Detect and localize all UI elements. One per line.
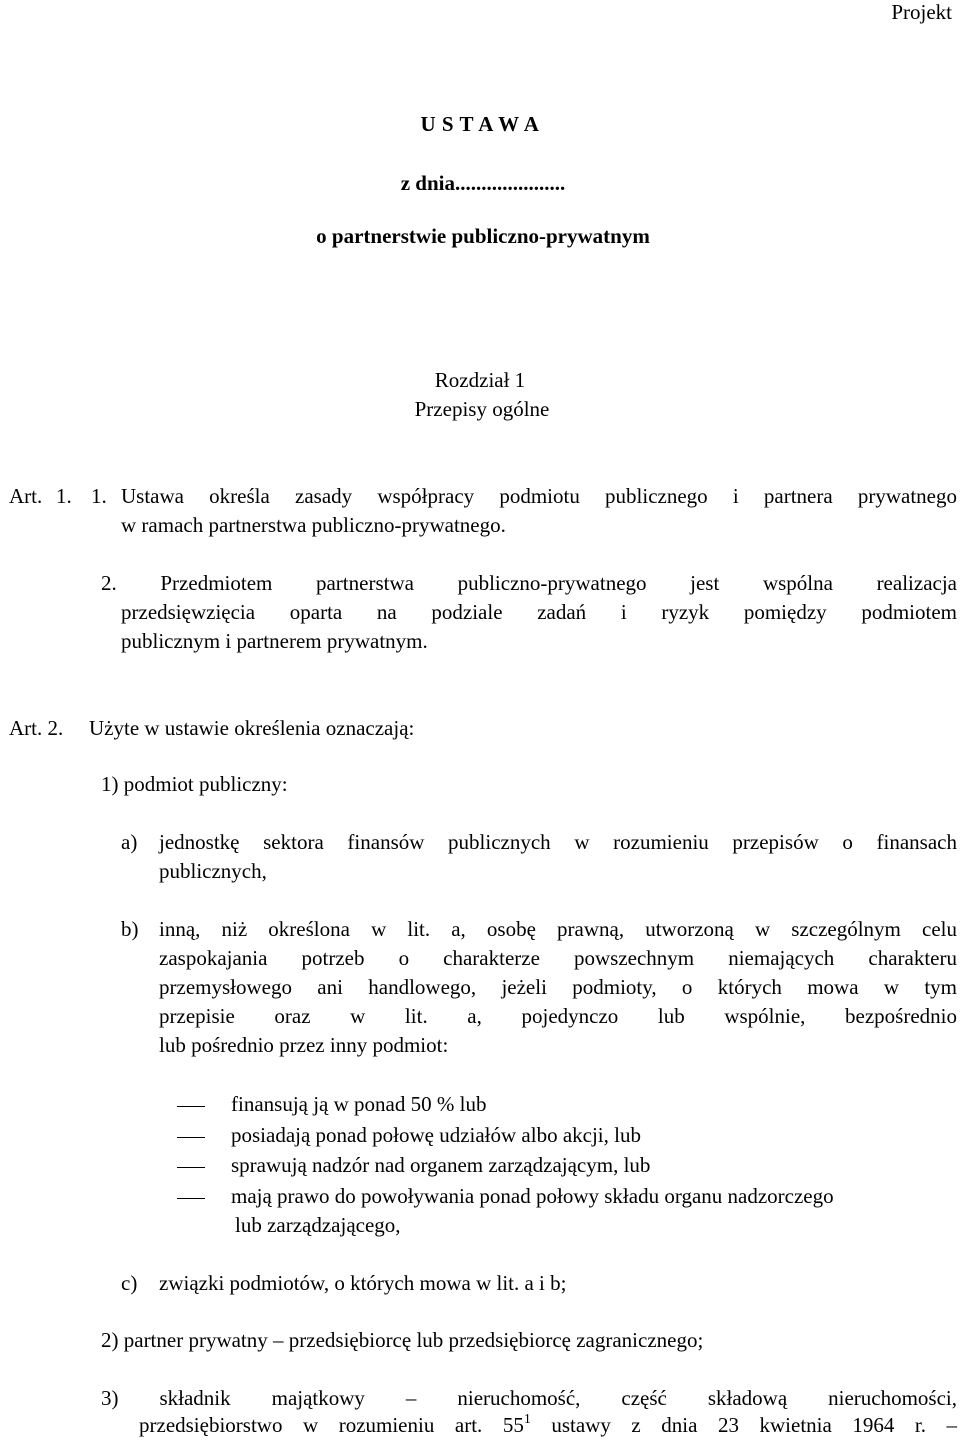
art2-item1a-line1: jednostkę sektora finansów publicznych w rozumieniu przepisów o finansach bbox=[159, 830, 957, 854]
art1-p2-line1: 2. Przedmiotem partnerstwa publiczno-prywatnego jest wspólna realizacja bbox=[101, 571, 957, 595]
art1-label: Art. bbox=[9, 484, 43, 508]
art1-p2-line3: publicznym i partnerem prywatnym. bbox=[121, 629, 428, 653]
art2-label: Art. 2. bbox=[9, 716, 64, 740]
art2-item1a-label: a) bbox=[121, 830, 138, 854]
dash-marker bbox=[177, 1106, 205, 1107]
art2-intro: Użyte w ustawie określenia oznaczają: bbox=[89, 716, 415, 740]
act-title: U S T A W A bbox=[420, 112, 540, 136]
art2-item1b-line5: lub pośrednio przez inny podmiot: bbox=[159, 1033, 449, 1057]
dash-item: finansują ją w ponad 50 % lub bbox=[231, 1092, 487, 1116]
art2-item1b-line1: inną, niż określona w lit. a, osobę prawną, utworzoną w szczególnym celu bbox=[159, 917, 957, 941]
chapter-number: Rozdział 1 bbox=[434, 368, 526, 392]
dash-item: mają prawo do powoływania ponad połowy składu organu nadzorczego bbox=[231, 1184, 834, 1208]
art1-p2-line2: przedsięwzięcia oparta na podziale zadań i ryzyk pomiędzy podmiotem bbox=[121, 600, 957, 624]
act-date: z dnia..................... bbox=[400, 171, 566, 195]
art2-item1b-line2: zaspokajania potrzeb o charakterze powszechnym niemających charakteru bbox=[159, 946, 957, 970]
art2-item3-line1: 3) składnik majątkowy – nieruchomość, część składową nieruchomości, bbox=[101, 1386, 957, 1410]
dash-marker bbox=[177, 1167, 205, 1168]
art2-item3-line2-post: ustawy z dnia 23 kwietnia 1964 r. – bbox=[551, 1413, 958, 1437]
art1-p1-number: 1. bbox=[91, 484, 107, 508]
art2-item1b-label: b) bbox=[121, 917, 139, 941]
art2-item1a-line2: publicznych, bbox=[159, 859, 267, 883]
dash-item-continuation: lub zarządzającego, bbox=[235, 1213, 401, 1237]
art2-item1b-line4: przepisie oraz w lit. a, pojedynczo lub wspólnie, bezpośrednio bbox=[159, 1004, 957, 1028]
art2-item1c-label: c) bbox=[121, 1271, 138, 1295]
art2-item1: 1) podmiot publiczny: bbox=[101, 772, 288, 796]
dash-marker bbox=[177, 1198, 205, 1199]
art2-item3-line2 bbox=[139, 1413, 957, 1438]
art1-p1-line2: w ramach partnerstwa publiczno-prywatnego. bbox=[121, 513, 506, 537]
art2-item1c-text: związki podmiotów, o których mowa w lit. a i b; bbox=[159, 1271, 567, 1295]
draft-label: Projekt bbox=[891, 0, 952, 24]
art1-number: 1. bbox=[56, 484, 72, 508]
art1-p1-line1: Ustawa określa zasady współpracy podmiotu publicznego i partnera prywatnego bbox=[121, 484, 957, 508]
act-subject: o partnerstwie publiczno-prywatnym bbox=[316, 224, 650, 248]
art2-item2: 2) partner prywatny – przedsiębiorcę lub przedsiębiorcę zagranicznego; bbox=[101, 1328, 704, 1352]
dash-item: sprawują nadzór nad organem zarządzającym, lub bbox=[231, 1153, 651, 1177]
dash-marker bbox=[177, 1137, 205, 1138]
dash-item: posiadają ponad połowę udziałów albo akcji, lub bbox=[231, 1123, 641, 1147]
chapter-name: Przepisy ogólne bbox=[414, 397, 550, 421]
art2-item3-line2-sup: 1 bbox=[523, 1412, 531, 1427]
art2-item1b-line3: przemysłowego ani handlowego, jeżeli podmioty, o których mowa w tym bbox=[159, 975, 957, 999]
art2-item3-line2-pre: przedsiębiorstwo w rozumieniu art. 55 bbox=[139, 1413, 524, 1437]
